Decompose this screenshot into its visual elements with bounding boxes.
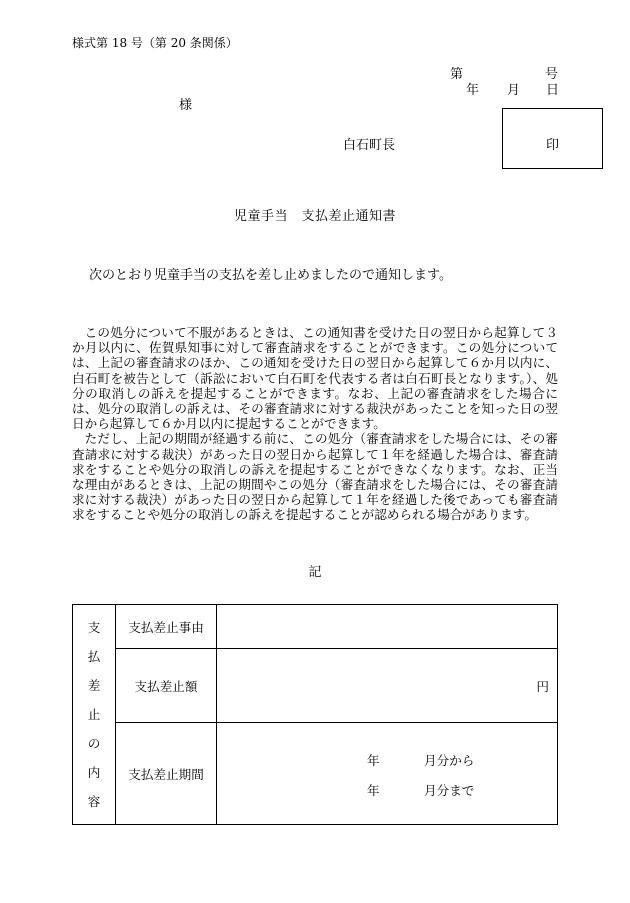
notice-paragraph: ただし、上記の期間が経過する前に、この処分（審査請求をした場合には、その審査請求に対する裁決）があった日の翌日から起算して１年を経過した場合は、審査請求をすることや処分の取消しの訴えを提起することができなくなります。なお、正当な理由があるときは、上記の期間やこの処分（審査請求をした場合には、その審査請求に対する裁決）があった日の翌日から起算して１年を経過した後であっても審査請求をすることや処分の取消しの訴えを提起することが認められる場合があります。 [72, 431, 558, 523]
date-day-label: 日 [546, 83, 560, 98]
period-to-year: 年 [367, 783, 380, 798]
appeal-notice [72, 325, 558, 523]
reason-label: 支払差止事由 [116, 605, 217, 649]
addressee-suffix: 様 [179, 98, 193, 113]
side-header-char: 払 [87, 649, 101, 664]
ki-heading: 記 [308, 565, 322, 580]
date-year-label: 年 [466, 83, 480, 98]
side-header-char: 差 [87, 678, 101, 693]
period-field[interactable] [217, 723, 558, 825]
details-table [72, 604, 558, 825]
date-month-label: 月 [507, 83, 521, 98]
side-header-char: の [87, 736, 101, 751]
form-number: 様式第 18 号（第 20 条関係） [72, 36, 238, 50]
notice-paragraph: この処分について不服があるときは、この通知書を受けた日の翌日から起算して３か月以内に、佐賀県知事に対して審査請求をすることができます。この処分については、上記の審査請求のほか、この通知を受けた日の翌日から起算して６か月以内に、白石町を被告として（訴訟において白石町を代表する者は白石町長となります。）、処分の取消しの訴えを提起することができます。なお、上記の審査請求をした場合には、処分の取消しの訴えは、その審査請求に対する裁決があったことを知った日の翌日から起算して６か月以内に提起することができます。 [72, 325, 558, 432]
details-side-header [73, 605, 116, 825]
doc-number-suffix: 号 [545, 67, 559, 82]
amount-field[interactable] [217, 649, 558, 723]
seal-label: 印 [546, 138, 560, 153]
side-header-char: 内 [87, 765, 101, 780]
period-from-year: 年 [367, 753, 380, 768]
doc-number-prefix: 第 [450, 67, 464, 82]
period-to-month: 月分まで [424, 783, 475, 798]
issuer-name: 白石町長 [343, 138, 396, 153]
period-from-month: 月分から [424, 753, 475, 768]
page-title: 児童手当 支払差止通知書 [233, 209, 396, 224]
amount-unit: 円 [536, 679, 549, 694]
intro-text: 次のとおり児童手当の支払を差し止めましたので通知します。 [89, 268, 452, 283]
period-label: 支払差止期間 [116, 723, 217, 825]
period-from-line [367, 750, 474, 769]
side-header-char: 容 [87, 794, 101, 809]
amount-label: 支払差止額 [116, 649, 217, 723]
period-to-line [367, 780, 474, 799]
side-header-char: 止 [87, 707, 101, 722]
side-header-char: 支 [87, 620, 101, 635]
reason-field[interactable] [217, 605, 558, 649]
